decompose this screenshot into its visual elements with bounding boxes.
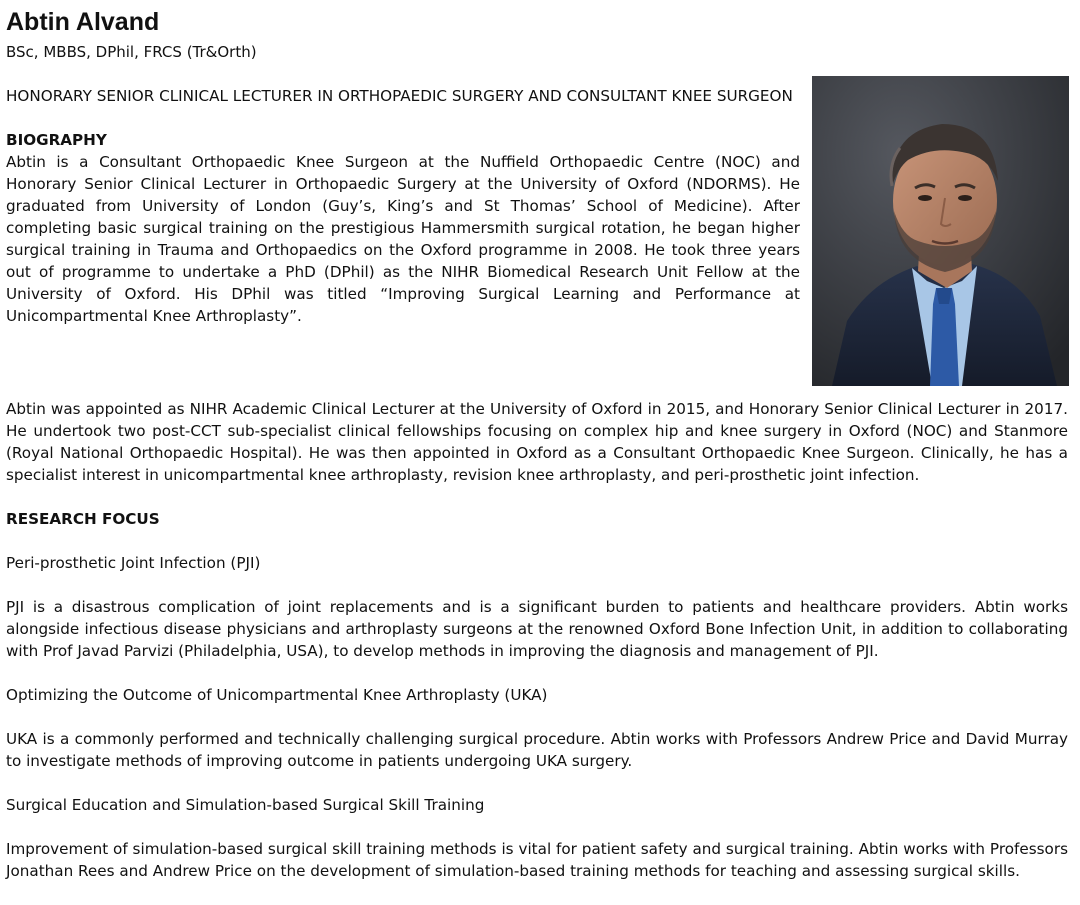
research-topic-text: Improvement of simulation-based surgical skill training methods is vital for patient safety and surgical training. Abtin works with Professors Jonathan Rees and Andrew Price on the development of simulation-based training methods for teaching and assessing surgical skills.	[6, 840, 1068, 880]
research-topic-title: Surgical Education and Simulation-based Surgical Skill Training	[6, 796, 485, 814]
research-topic-text: PJI is a disastrous complication of joint replacements and is a significant burden to patients and healthcare providers. Abtin works alongside infectious disease physicians and arthroplasty surgeons at the renowned Oxford Bone Infection Unit, in addition to collaborating with Prof Javad Parvizi (Philadelphia, USA), to develop methods in improving the diagnosis and management of PJI.	[6, 598, 1068, 660]
research-topic-title: Peri-prosthetic Joint Infection (PJI)	[6, 554, 261, 572]
profile-title: HONORARY SENIOR CLINICAL LECTURER IN ORTHOPAEDIC SURGERY AND CONSULTANT KNEE SURGEON	[6, 87, 793, 105]
biography-paragraph: Abtin was appointed as NIHR Academic Clinical Lecturer at the University of Oxford in 2015, and Honorary Senior Clinical Lecturer in 2017. He undertook two post-CCT sub-specialist clinical fellowships focusing on complex hip and knee surgery in Oxford (NOC) and Stanmore (Royal National Orthopaedic Hospital). He was then appointed in Oxford as a Consultant Orthopaedic Knee Surgeon. Clinically, he has a specialist interest in unicompartmental knee arthroplasty, revision knee arthroplasty, and peri-prosthetic joint infection.	[6, 400, 1068, 484]
profile-name: Abtin Alvand	[6, 8, 160, 36]
profile-page	[6, 0, 1068, 882]
biography-heading: BIOGRAPHY	[6, 131, 107, 149]
research-heading: RESEARCH FOCUS	[6, 510, 160, 528]
biography-paragraph: Abtin is a Consultant Orthopaedic Knee Surgeon at the Nuffield Orthopaedic Centre (NOC) and Honorary Senior Clinical Lecturer in Orthopaedic Surgery at the University of Oxford (NDORMS). He graduated from University of London (Guy’s, King’s and St Thomas’ School of Medicine). After completing basic surgical training on the prestigious Hammersmith surgical rotation, he began higher surgical training in Trauma and Orthopaedics on the Oxford programme in 2008. He took three years out of programme to undertake a PhD (DPhil) as the NIHR Biomedical Research Unit Fellow at the University of Oxford. His DPhil was titled “Improving Surgical Learning and Performance at Unicompartmental Knee Arthroplasty”.	[6, 153, 800, 325]
profile-credentials: BSc, MBBS, DPhil, FRCS (Tr&Orth)	[6, 43, 257, 61]
profile-content	[6, 63, 1068, 882]
research-topic-title: Optimizing the Outcome of Unicompartmental Knee Arthroplasty (UKA)	[6, 686, 548, 704]
profile-photo	[812, 76, 1069, 386]
research-topic-text: UKA is a commonly performed and technically challenging surgical procedure. Abtin works with Professors Andrew Price and David Murray to investigate methods of improving outcome in patients undergoing UKA surgery.	[6, 730, 1068, 770]
